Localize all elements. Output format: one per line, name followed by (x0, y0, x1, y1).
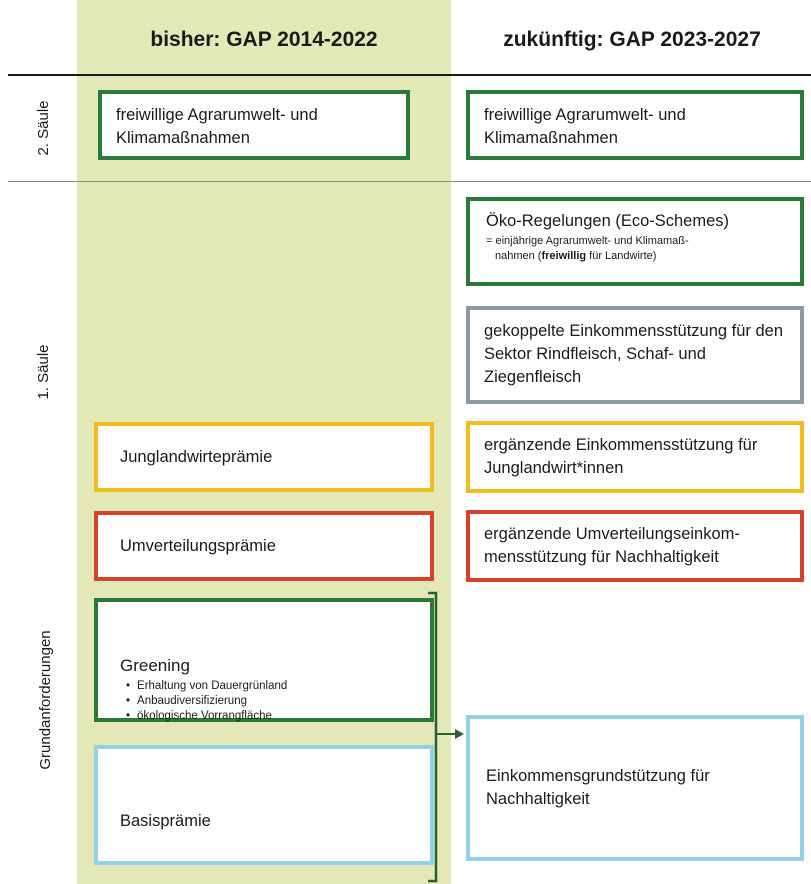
left-basic-premium-box (94, 745, 434, 865)
greening-item: • ökologische Vorrangfläche (126, 709, 408, 724)
right-agri-env-box (466, 90, 804, 160)
header-divider (8, 74, 811, 76)
right-redistribution-box (466, 510, 804, 582)
eco-schemes-note-line1: = einjährige Agrarumwelt- und Klimamaß- (486, 235, 689, 247)
side-label-pillar-1: 1. Säule (35, 344, 52, 400)
eco-note-mid: nahmen ( (495, 250, 542, 262)
eco-note-bold: freiwillig (541, 250, 587, 262)
header-previous-period: bisher: GAP 2014-2022 (150, 28, 378, 51)
right-basic-income-text: Einkommensgrundstützung für Nachhaltigkeit (486, 767, 710, 808)
greening-title: Greening (120, 656, 190, 675)
right-young-farmers-box (466, 421, 804, 493)
header-future-period: zukünftig: GAP 2023-2027 (503, 28, 761, 51)
eco-note-post: für Landwirte) (586, 250, 657, 262)
left-young-farmers-text: Junglandwirteprämie (120, 447, 273, 466)
left-redistribution-box (94, 511, 434, 581)
eco-schemes-note (486, 234, 784, 264)
arrow-head (455, 729, 464, 739)
side-label-basic-requirements: Grundanforderungen (37, 630, 54, 770)
greening-list (126, 679, 408, 724)
right-agri-env-text: freiwillige Agrarumwelt- und Klimamaßnahmen (484, 106, 686, 147)
left-greening-box (94, 598, 434, 722)
right-redistribution-text: ergänzende Umverteilungseinkom-mensstützung für Nachhaltigkeit (484, 525, 740, 566)
left-agri-env-box (98, 90, 410, 160)
eco-schemes-note-line2 (486, 249, 784, 264)
pillar-divider (8, 181, 811, 182)
right-coupled-support-box (466, 306, 804, 404)
right-basic-income-box (466, 715, 804, 861)
side-label-pillar-2: 2. Säule (35, 100, 52, 156)
left-basic-premium-text: Basisprämie (120, 812, 211, 830)
greening-item: • Anbaudiversifizierung (126, 694, 408, 709)
right-eco-schemes-box (466, 197, 804, 286)
left-redistribution-text: Umverteilungsprämie (120, 536, 276, 555)
left-young-farmers-box (94, 422, 434, 492)
eco-schemes-title: Öko-Regelungen (Eco-Schemes) (486, 212, 730, 230)
greening-item: • Erhaltung von Dauergrünland (126, 679, 408, 694)
right-young-farmers-text: ergänzende Einkommensstützung für Junglandwirt*innen (484, 436, 758, 477)
left-agri-env-text: freiwillige Agrarumwelt- und Klimamaßnahmen (116, 106, 318, 147)
right-coupled-support-text: gekoppelte Einkommensstützung für den Sektor Rindfleisch, Schaf- und Ziegenfleisch (484, 322, 784, 386)
